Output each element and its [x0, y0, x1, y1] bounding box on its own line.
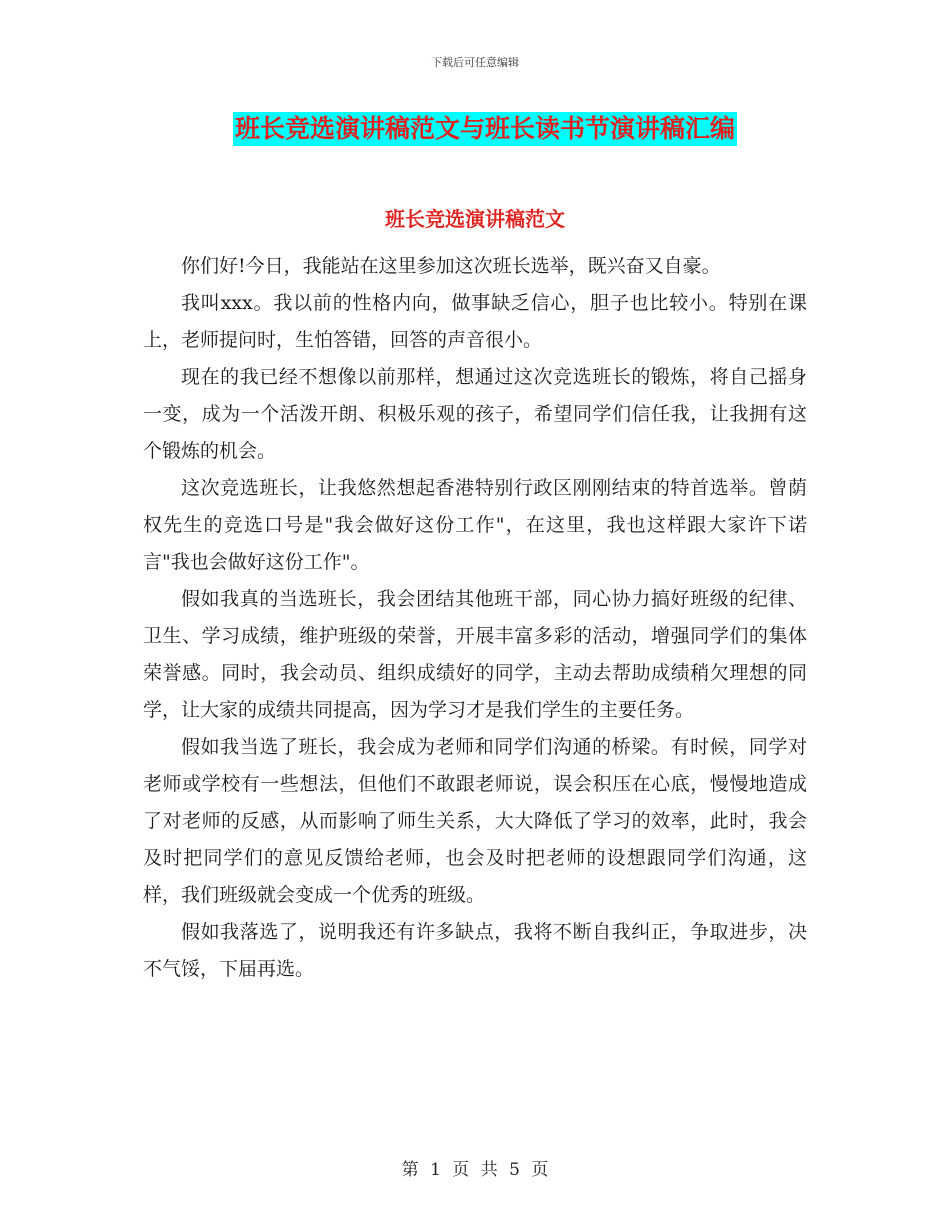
paragraph-if-not-elected: 假如我落选了，说明我还有许多缺点，我将不断自我纠正，争取进步，决不气馁，下届再选。: [143, 921, 807, 980]
paragraph-introduction: 我叫xxx。我以前的性格内向，做事缺乏信心，胆子也比较小。特别在课上，老师提问时，生怕答错，回答的声音很小。: [143, 292, 807, 351]
paragraph-election-reference: 这次竞选班长，让我悠然想起香港特别行政区刚刚结束的特首选举。曾荫权先生的竞选口号是"我会做好这份工作"，在这里，我也这样跟大家许下诺言"我也会做好这份工作"。: [143, 477, 807, 573]
paragraph-greeting: 你们好!今日，我能站在这里参加这次班长选举，既兴奋又自豪。: [181, 255, 721, 277]
paragraph-change: 现在的我已经不想像以前那样，想通过这次竞选班长的锻炼，将自己摇身一变，成为一个活泼开朗、积极乐观的孩子，希望同学们信任我，让我拥有这个锻炼的机会。: [143, 366, 807, 462]
document-body: [143, 248, 807, 988]
paragraph-if-elected: 假如我真的当选班长，我会团结其他班干部，同心协力搞好班级的纪律、卫生、学习成绩，维护班级的荣誉，开展丰富多彩的活动，增强同学们的集体荣誉感。同时，我会动员、组织成绩好的同学，主动去帮助成绩稍欠理想的同学，让大家的成绩共同提高，因为学习才是我们学生的主要任务。: [143, 588, 807, 721]
section-title: 班长竞选演讲稿范文: [385, 207, 565, 231]
page-number: 第 1 页 共 5 页: [401, 1160, 549, 1180]
paragraph-bridge: 假如我当选了班长，我会成为老师和同学们沟通的桥梁。有时候，同学对老师或学校有一些想法，但他们不敢跟老师说，误会积压在心底，慢慢地造成了对老师的反感，从而影响了师生关系，大大降低了学习的效率，此时，我会及时把同学们的意见反馈给老师，也会及时把老师的设想跟同学们沟通，这样，我们班级就会变成一个优秀的班级。: [143, 736, 807, 906]
header-note: 下载后可任意编辑: [431, 56, 519, 69]
document-title: 班长竞选演讲稿范文与班长读书节演讲稿汇编: [233, 112, 737, 146]
